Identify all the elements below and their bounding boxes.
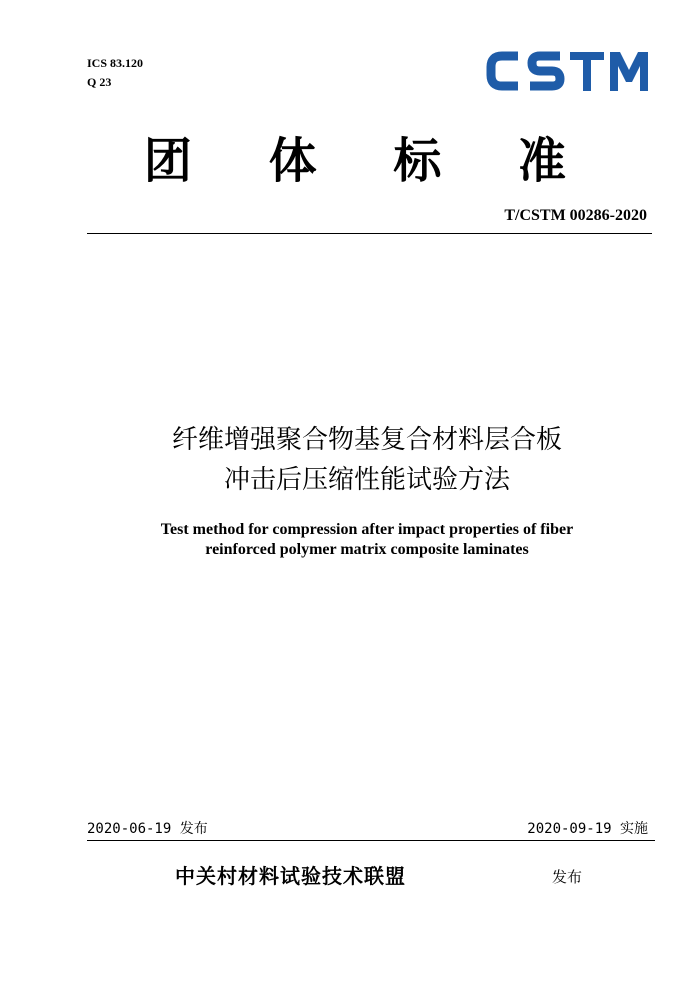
english-title-line-1: Test method for compression after impact properties of fiber <box>160 521 574 538</box>
chinese-title-line-2: 冲击后压缩性能试验方法 <box>223 465 510 495</box>
header-divider <box>87 233 652 234</box>
issue-date: 2020-06-19 发布 <box>87 821 208 837</box>
chinese-title-line-1: 纤维增强聚合物基复合材料层合板 <box>171 425 562 455</box>
ccs-code: Q 23 <box>87 75 112 89</box>
publish-label: 发布 <box>552 868 583 886</box>
issuing-organization: 中关村材料试验技术联盟 <box>175 864 406 888</box>
english-title-line-2: reinforced polymer matrix composite laminates <box>205 541 529 558</box>
document-type-title: 团 体 标 准 <box>143 133 597 189</box>
english-title <box>0 520 700 560</box>
standard-number: T/CSTM 00286-2020 <box>504 207 647 224</box>
chinese-title <box>0 420 700 500</box>
implementation-date: 2020-09-19 实施 <box>527 821 648 837</box>
classification-codes <box>87 54 143 92</box>
ics-code: ICS 83.120 <box>87 56 144 70</box>
footer-divider <box>87 840 655 841</box>
cstm-logo <box>486 48 648 94</box>
